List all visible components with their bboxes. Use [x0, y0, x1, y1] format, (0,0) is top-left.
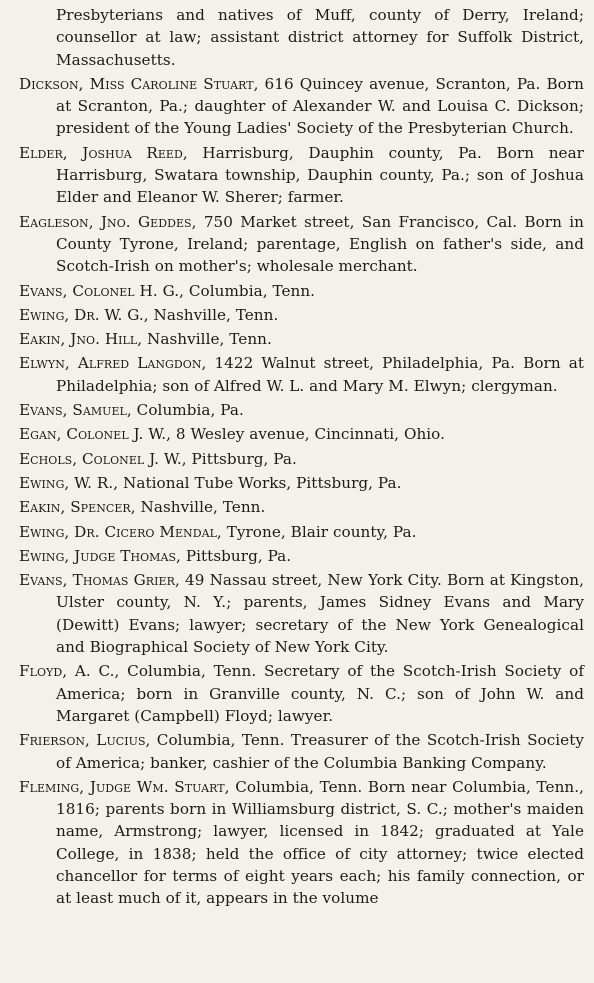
entry-name: Dickson, Miss Caroline Stuart, — [19, 74, 259, 93]
entry-name: Eagleson, Jno. Geddes, — [19, 212, 197, 231]
entry-text: Columbia, Tenn. Born near Columbia, Tenn., 1816; parents born in Williamsburg district, S. C.; mother's maiden name, Armstrong; lawyer, licensed in 1842; graduated at Yale College, in 1838; held the office of city attorney; twice elected chancellor for terms of eight years each; his family connection, or at least much of it, appears in the volume — [56, 777, 584, 908]
entry-text: Presbyterians and natives of Muff, county of Derry, Ireland; counsellor at law; assistant district attorney for Suffolk District, Massachusetts. — [56, 6, 584, 69]
entry-ewing-wr — [19, 472, 584, 494]
entry-text: Pittsburg, Pa. — [180, 546, 292, 565]
entry-text: Columbia, Tenn. Treasurer of the Scotch-Irish Society of America; banker, cashier of the Columbia Banking Company. — [56, 731, 584, 772]
entry-text: 616 Quincey avenue, Scranton, Pa. Born at Scranton, Pa.; daughter of Alexander W. and Louisa C. Dickson; president of the Young Ladies' Society of the Presbyterian Church. — [56, 74, 584, 138]
entry-name: Evans, Samuel, — [19, 401, 132, 420]
entry-text: 1422 Walnut street, Philadelphia, Pa. Born at Philadelphia; son of Alfred W. L. and Mary M. Elwyn; clergyman. — [56, 354, 584, 395]
entry-text: Nashville, Tenn. — [142, 330, 272, 349]
entry-elder — [19, 142, 584, 209]
entry-ewing-cicero — [19, 521, 584, 543]
entry-floyd — [19, 660, 584, 727]
entry-ewing-thomas — [19, 545, 584, 567]
entry-eakin-spencer — [19, 496, 584, 518]
entry-name: Fleming, Judge Wm. Stuart, — [19, 777, 230, 796]
entry-name: Eakin, Jno. Hill, — [19, 330, 143, 349]
entry-text: 750 Market street, San Francisco, Cal. Born in County Tyrone, Ireland; parentage, English on father's side, and Scotch-Irish on mother's; wholesale merchant. — [56, 212, 584, 276]
entry-elwyn — [19, 352, 584, 397]
entry-text: Columbia, Tenn. Secretary of the Scotch-Irish Society of America; born in Granville county, N. C.; son of John W. and Margaret (Campbell) Floyd; lawyer. — [56, 662, 584, 725]
entry-evans-thomas — [19, 569, 584, 658]
entry-eagleson — [19, 211, 584, 278]
entry-text: Columbia, Pa. — [131, 401, 244, 420]
entry-name: Elwyn, Alfred Langdon, — [19, 354, 207, 373]
entry-text: Columbia, Tenn. — [184, 281, 316, 300]
entry-text: National Tube Works, Pittsburg, Pa. — [118, 473, 402, 492]
entry-eakin-jno — [19, 328, 584, 350]
entry-name: Frierson, Lucius, — [19, 731, 151, 750]
entry-frierson — [19, 729, 584, 774]
entry-text: Pittsburg, Pa. — [186, 449, 297, 468]
entry-egan — [19, 423, 584, 445]
entry-evans-hg — [19, 280, 584, 302]
entry-text: 49 Nassau street, New York City. Born at Kingston, Ulster county, N. Y.; parents, James Sidney Evans and Mary (Dewitt) Evans; lawyer; secretary of the New York Genealogical and Biographical Society of New York City. — [56, 571, 584, 657]
entry-name: Eakin, Spencer, — [19, 498, 136, 517]
entry-name: Ewing, W. R., — [19, 473, 119, 492]
entry-text: Nashville, Tenn. — [148, 305, 279, 324]
entry-evans-samuel — [19, 399, 584, 421]
entry-ewing-wg — [19, 304, 584, 326]
entry-name: Floyd, A. C., — [19, 662, 120, 681]
entry-name: Evans, Thomas Grier, — [19, 571, 180, 590]
entry-name: Egan, Colonel J. W., — [19, 425, 172, 444]
entry-text: Tyrone, Blair county, Pa. — [221, 522, 417, 541]
entry-name: Elder, Joshua Reed, — [19, 143, 188, 162]
entry-fleming — [19, 776, 584, 910]
entry-text: Nashville, Tenn. — [135, 498, 266, 517]
entry-text: Harrisburg, Dauphin county, Pa. Born near Harrisburg, Swatara township, Dauphin county, Pa.; son of Joshua Elder and Eleanor W. Sherer; farmer. — [56, 143, 584, 207]
entry-dickson — [19, 73, 584, 140]
entry-name: Evans, Colonel H. G., — [19, 281, 184, 300]
entry-text: 8 Wesley avenue, Cincinnati, Ohio. — [171, 425, 445, 444]
entry-echols — [19, 448, 584, 470]
entry-name: Ewing, Judge Thomas, — [19, 546, 181, 565]
entry-continuation — [19, 4, 584, 71]
entry-name: Echols, Colonel J. W., — [19, 449, 187, 468]
entry-name: Ewing, Dr. W. G., — [19, 305, 149, 324]
entry-name: Ewing, Dr. Cicero Mendal, — [19, 522, 222, 541]
